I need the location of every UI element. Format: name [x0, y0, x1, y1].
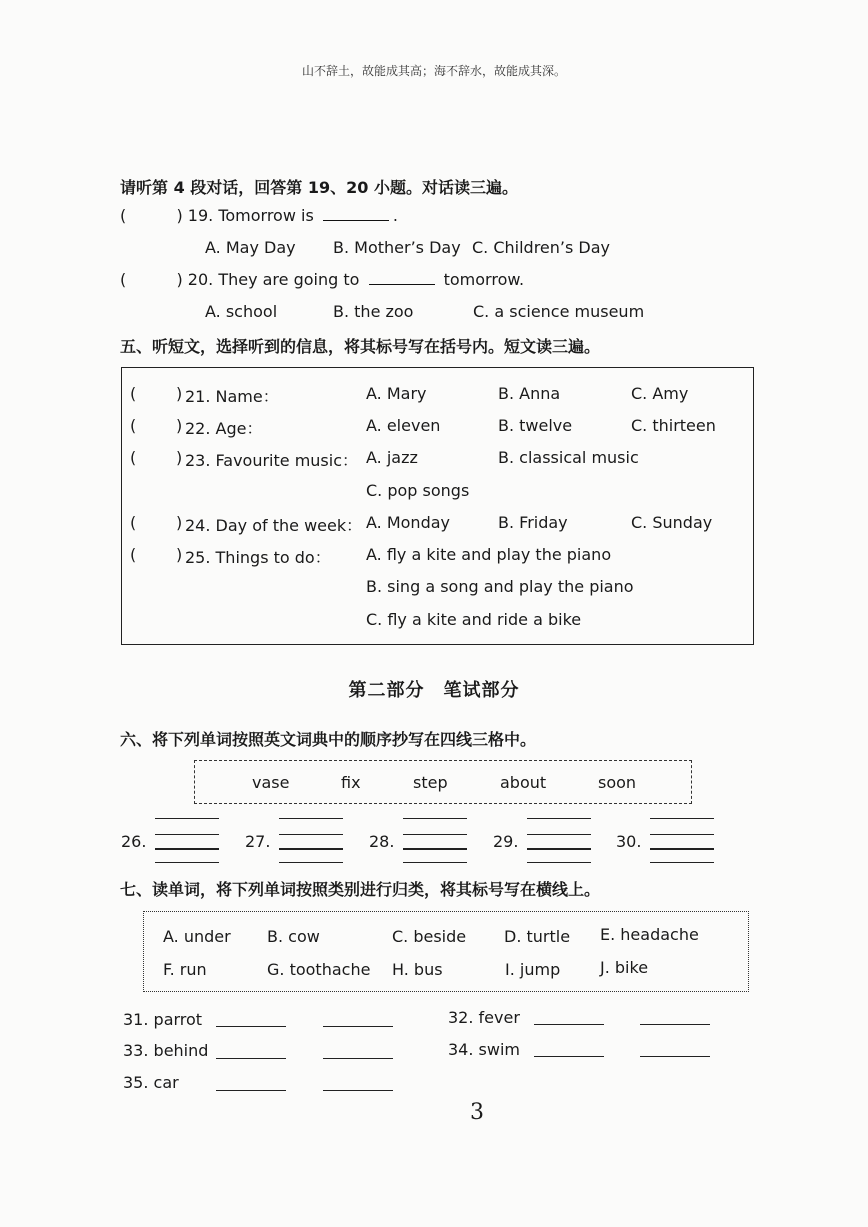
word-e: E. headache — [600, 925, 699, 944]
q22-paren-close: ) — [176, 416, 183, 435]
q24-option-c: C. Sunday — [631, 513, 713, 532]
word-b: B. cow — [267, 927, 320, 946]
word-d: D. turtle — [504, 927, 571, 946]
question-20 — [120, 270, 524, 289]
word-about: about — [500, 773, 547, 792]
q24-paren-open: ( — [130, 513, 137, 532]
header-motto: 山不辞土，故能成其高；海不辞水，故能成其深。 — [301, 64, 566, 78]
q21-label: 21. Name： — [185, 387, 279, 406]
item-35: 35. car — [123, 1073, 179, 1092]
word-vase: vase — [252, 773, 290, 792]
item-33: 33. behind — [123, 1041, 209, 1060]
answer-line[interactable] — [640, 1024, 710, 1025]
section4-intro: 请听第 4 段对话，回答第 19、20 小题。对话读三遍。 — [120, 178, 518, 197]
section7-heading: 七、读单词，将下列单词按照类别进行归类，将其标号写在横线上。 — [120, 880, 601, 899]
q25-option-b: B. sing a song and play the piano — [366, 577, 634, 596]
item-32: 32. fever — [448, 1008, 520, 1027]
item-30-number: 30. — [616, 832, 642, 851]
q24-answer-slot[interactable] — [143, 513, 173, 533]
question-stem: 19. Tomorrow is — [187, 206, 314, 225]
section6-heading: 六、将下列单词按照英文词典中的顺序抄写在四线三格中。 — [120, 730, 537, 749]
q25-option-c: C. fly a kite and ride a bike — [366, 610, 582, 629]
q20-option-c: C. a science museum — [473, 302, 645, 321]
q23-paren-close: ) — [176, 448, 183, 467]
answer-line[interactable] — [216, 1058, 286, 1059]
answer-line[interactable] — [216, 1026, 286, 1027]
item-26-number: 26. — [121, 832, 147, 851]
q22-answer-slot[interactable] — [143, 416, 173, 436]
q23-label: 23. Favourite music： — [185, 451, 359, 470]
item-27-number: 27. — [245, 832, 271, 851]
answer-line[interactable] — [323, 1026, 393, 1027]
item-29-number: 29. — [493, 832, 519, 851]
q21-answer-slot[interactable] — [143, 384, 173, 404]
q22-option-b: B. twelve — [498, 416, 573, 435]
q23-answer-slot[interactable] — [143, 448, 173, 468]
q24-label: 24. Day of the week： — [185, 516, 363, 535]
q25-option-a: A. fly a kite and play the piano — [366, 545, 612, 564]
section5-heading: 五、听短文，选择听到的信息，将其标号写在括号内。短文读三遍。 — [120, 337, 601, 356]
q21-paren-close: ) — [176, 384, 183, 403]
word-j: J. bike — [600, 958, 649, 977]
word-step: step — [413, 773, 448, 792]
answer-line[interactable] — [534, 1024, 604, 1025]
answer-paren-close: ) — [176, 270, 183, 289]
word-fix: fix — [341, 773, 361, 792]
q20-option-b: B. the zoo — [333, 302, 414, 321]
section5-box — [121, 367, 754, 645]
word-g: G. toothache — [267, 960, 371, 979]
word-i: I. jump — [505, 960, 561, 979]
section7-word-box — [143, 911, 749, 992]
fill-blank[interactable] — [323, 206, 389, 221]
page-number: 3 — [470, 1100, 484, 1125]
q25-label: 25. Things to do： — [185, 548, 331, 567]
q23-paren-open: ( — [130, 448, 137, 467]
q21-option-c: C. Amy — [631, 384, 689, 403]
answer-line[interactable] — [640, 1056, 710, 1057]
answer-paren-open: ( — [120, 206, 127, 225]
word-c: C. beside — [392, 927, 467, 946]
q23-option-c: C. pop songs — [366, 481, 470, 500]
q19-option-c: C. Children’s Day — [472, 238, 611, 257]
item-31: 31. parrot — [123, 1010, 203, 1029]
q25-paren-open: ( — [130, 545, 137, 564]
q25-answer-slot[interactable] — [143, 545, 173, 565]
q22-option-c: C. thirteen — [631, 416, 716, 435]
q21-paren-open: ( — [130, 384, 137, 403]
question-stem-end: tomorrow. — [443, 270, 525, 289]
question-stem-end: . — [392, 206, 398, 225]
question-19 — [120, 206, 398, 225]
q24-paren-close: ) — [176, 513, 183, 532]
fill-blank[interactable] — [369, 270, 435, 285]
word-f: F. run — [163, 960, 207, 979]
q23-option-b: B. classical music — [498, 448, 639, 467]
answer-paren-close: ) — [176, 206, 183, 225]
answer-line[interactable] — [534, 1056, 604, 1057]
part2-title: 第二部分 笔试部分 — [348, 680, 520, 701]
q22-option-a: A. eleven — [366, 416, 441, 435]
q19-option-a: A. May Day — [205, 238, 296, 257]
answer-line[interactable] — [216, 1090, 286, 1091]
q21-option-b: B. Anna — [498, 384, 561, 403]
item-28-number: 28. — [369, 832, 395, 851]
q24-option-b: B. Friday — [498, 513, 568, 532]
word-h: H. bus — [392, 960, 443, 979]
q25-paren-close: ) — [176, 545, 183, 564]
q23-option-a: A. jazz — [366, 448, 418, 467]
q22-paren-open: ( — [130, 416, 137, 435]
answer-line[interactable] — [323, 1058, 393, 1059]
answer-line[interactable] — [323, 1090, 393, 1091]
q22-label: 22. Age： — [185, 419, 263, 438]
q19-option-b: B. Mother’s Day — [333, 238, 461, 257]
answer-paren-open: ( — [120, 270, 127, 289]
q24-option-a: A. Monday — [366, 513, 450, 532]
q21-option-a: A. Mary — [366, 384, 427, 403]
question-stem: 20. They are going to — [187, 270, 360, 289]
q20-option-a: A. school — [205, 302, 278, 321]
word-a: A. under — [163, 927, 231, 946]
word-soon: soon — [598, 773, 637, 792]
item-34: 34. swim — [448, 1040, 520, 1059]
